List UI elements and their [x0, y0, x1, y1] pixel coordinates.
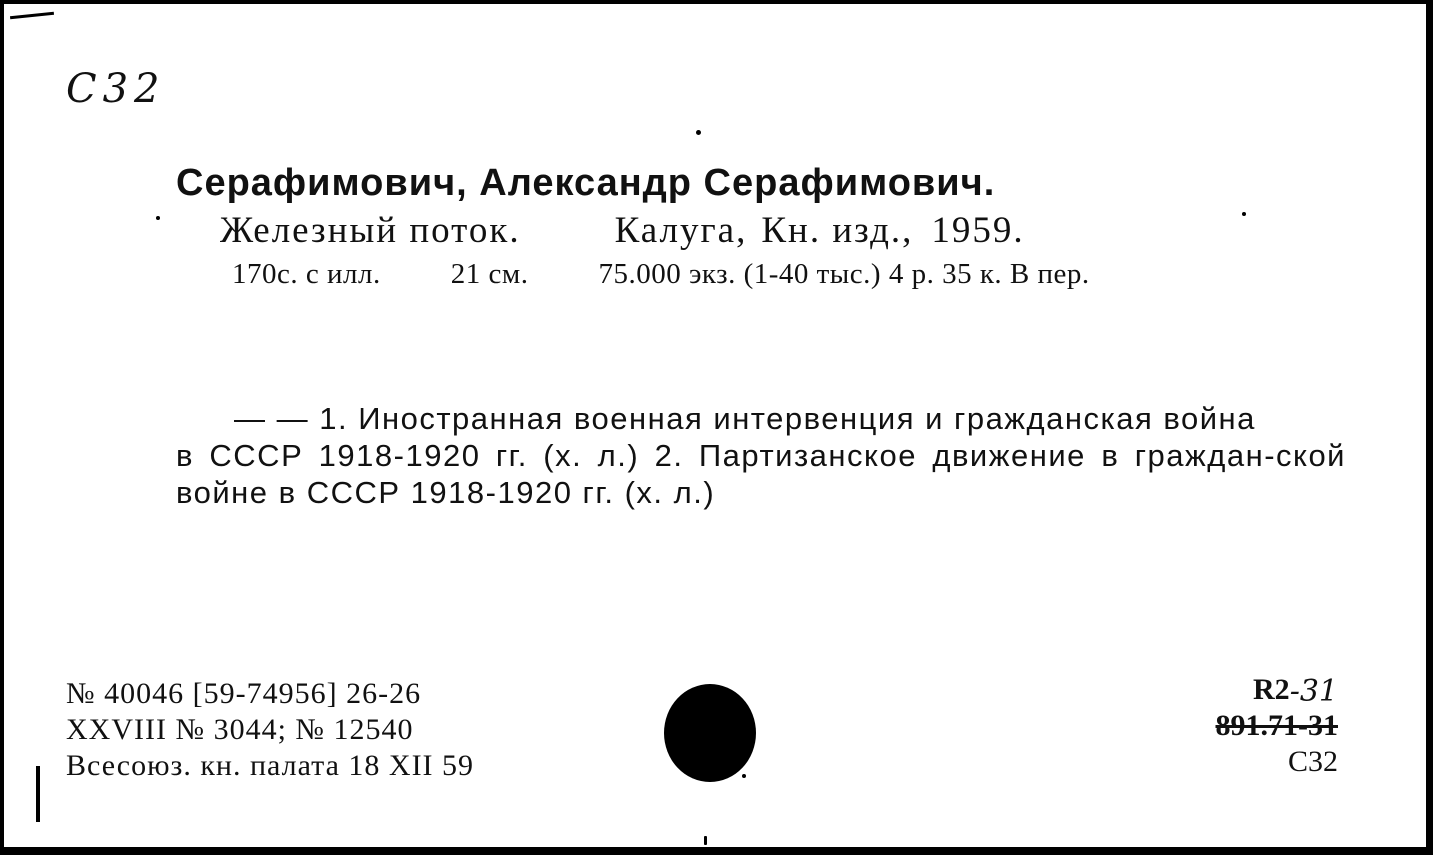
pages: 170с. с илл. — [232, 258, 381, 290]
left-edge-pen-mark — [36, 766, 40, 822]
punch-hole — [664, 684, 756, 782]
ink-speck — [742, 774, 746, 778]
publication-year: 1959. — [931, 210, 1025, 251]
classification-shelf: С32 — [1287, 745, 1338, 778]
physical-description — [232, 258, 1090, 291]
book-size: 21 см. — [450, 258, 529, 290]
subject-line-first: — — 1. Иностранная военная интервенция и гражданская война — [234, 401, 1256, 436]
title-line — [220, 209, 1025, 252]
ink-speck — [704, 836, 707, 845]
registration-block — [66, 676, 474, 784]
ink-speck — [696, 130, 701, 135]
classification-handwritten: -31 — [1289, 674, 1338, 709]
ink-speck — [156, 216, 160, 220]
publication-place: Калуга, — [614, 210, 748, 251]
corner-pen-mark — [10, 12, 54, 20]
subject-headings — [176, 400, 1346, 511]
register-line-2: XXVIII № 3044; № 12540 — [66, 713, 414, 746]
classification-printed: R2 — [1253, 673, 1290, 706]
ink-speck — [1242, 212, 1246, 216]
subject-line-rest: в СССР 1918-1920 гг. (х. л.) 2. Партизанское движение в граждан-ской войне в СССР 1918-1920 гг. (х. л.) — [176, 438, 1346, 510]
edition-price: 75.000 экз. (1-40 тыс.) 4 р. 35 к. В пер. — [598, 258, 1090, 290]
author-heading: Серафимович, Александр Серафимович. — [176, 162, 996, 204]
publisher: Кн. изд., — [761, 210, 914, 251]
classification-block — [1216, 672, 1339, 780]
handwritten-shelf-mark: С32 — [66, 66, 166, 112]
book-title: Железный поток. — [220, 210, 521, 251]
register-line-3: Всесоюз. кн. палата 18 XII 59 — [66, 749, 475, 782]
classification-struck: 891.71-31 — [1215, 709, 1338, 742]
classification-line-1 — [1216, 672, 1339, 708]
register-line-1: № 40046 [59-74956] 26-26 — [66, 677, 422, 710]
